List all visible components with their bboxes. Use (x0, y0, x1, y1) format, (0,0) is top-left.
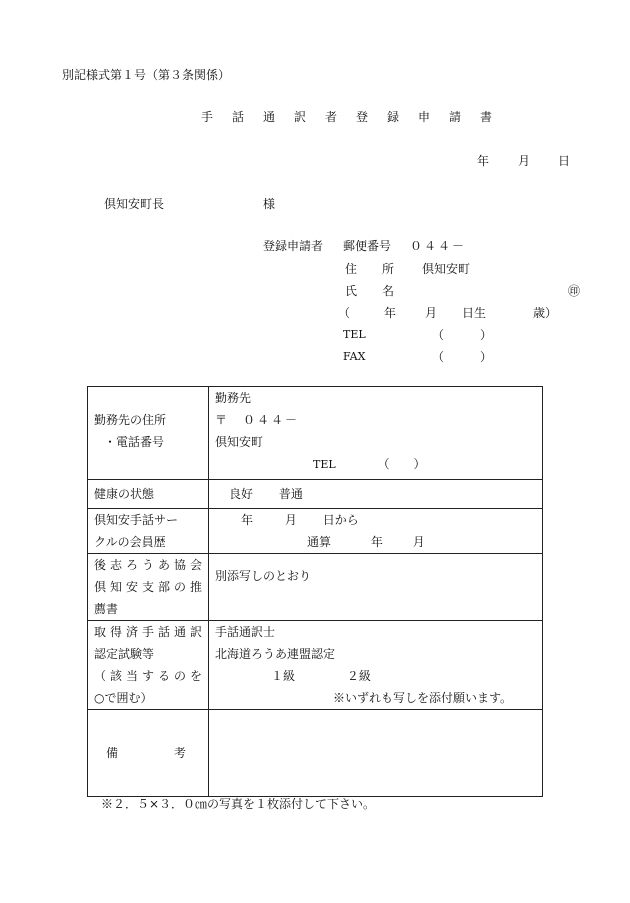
workplace-tel-line (215, 453, 542, 475)
workplace-label-line2: ・電話番号 (104, 435, 165, 449)
circle-since-line (215, 509, 542, 531)
workplace-label-line1: 勤務先の住所 (94, 413, 167, 427)
tel-label: TEL (343, 328, 366, 341)
workplace-town: 倶知安町 (215, 435, 264, 449)
table-row-recommendation (88, 554, 543, 621)
health-options (215, 480, 542, 508)
workplace-tel-label: TEL (313, 458, 336, 471)
applicant-role-label: 登録申請者 (263, 239, 324, 253)
name-label-b: 名 (382, 284, 395, 298)
circle-from-label: 日から (322, 513, 359, 527)
certification-label-cell (88, 621, 209, 710)
form-number: 別記様式第１号（第３条関係） (62, 68, 231, 82)
recommendation-label-line2: 倶知安支部の推 (94, 580, 202, 594)
date-day-label: 日 (558, 154, 571, 168)
recommendation-label-cell (88, 554, 209, 621)
circle-value-cell (209, 509, 543, 554)
title-char: 録 (387, 110, 400, 124)
certification-line1: 手話通訳士 (215, 625, 276, 639)
remarks-label-b: 考 (173, 746, 186, 760)
certification-label-line3: （該当するのを (94, 669, 202, 683)
circle-month-label: 月 (284, 513, 297, 527)
certification-grade1: １級 (271, 669, 296, 683)
address-label-b: 所 (382, 262, 395, 276)
health-value-cell (209, 480, 543, 509)
workplace-tel-parens: （ ） (377, 457, 426, 471)
circle-label-line2: クルの会員歴 (94, 535, 166, 549)
registration-table (87, 386, 543, 797)
title-char: 登 (356, 110, 369, 124)
tel-parens: （ ） (432, 328, 493, 342)
workplace-line1: 勤務先 (215, 391, 252, 405)
title-char: 書 (480, 110, 493, 124)
title-char: 訳 (294, 110, 307, 124)
recommendation-label-line1: 後志ろうあ協会 (94, 558, 202, 572)
form-title (201, 110, 511, 124)
certification-value-cell (209, 621, 543, 710)
health-normal: 普通 (278, 487, 303, 501)
circle-total-label: 通算 (307, 535, 332, 549)
table-row-circle (88, 509, 543, 554)
table-row-health (88, 480, 543, 509)
certification-note: ※いずれも写しを添付願います。 (333, 691, 513, 705)
title-char: 者 (325, 110, 338, 124)
remarks-label-a: 備 (106, 746, 119, 760)
title-char: 話 (232, 110, 245, 124)
honorific: 様 (263, 197, 276, 211)
birth-day-label: 日生 (462, 306, 487, 320)
certification-grade2: ２級 (346, 669, 371, 683)
workplace-postal: 〒 ０４４－ (215, 413, 300, 427)
certification-line2: 北海道ろうあ連盟認定 (215, 647, 336, 661)
title-char: 申 (418, 110, 431, 124)
title-char: 通 (263, 110, 276, 124)
circle-total-line (215, 531, 542, 553)
age-label: 歳） (533, 306, 558, 320)
workplace-value-cell (209, 387, 543, 480)
remarks-label (94, 742, 208, 764)
address-label-a: 住 (345, 262, 358, 276)
seal-mark: ㊞ (568, 284, 581, 298)
table-row-workplace (88, 387, 543, 480)
circle-label-line1: 倶知安手話サー (94, 513, 179, 527)
fax-parens: （ ） (432, 350, 493, 364)
circle-year-label: 年 (241, 513, 254, 527)
certification-label-line4: ○で囲む） (94, 691, 153, 705)
date-month-label: 月 (518, 154, 531, 168)
workplace-label-cell (88, 387, 209, 480)
birth-open-paren: （ (338, 306, 351, 320)
circle-total-month: 月 (412, 535, 425, 549)
certification-label-line2: 認定試験等 (94, 647, 155, 661)
postal-value: ０４４－ (410, 239, 467, 253)
certification-grades (215, 665, 542, 687)
recommendation-value-cell (209, 554, 543, 621)
fax-label: FAX (343, 350, 366, 363)
health-label: 健康の状態 (94, 487, 155, 501)
photo-footnote: ※２．５×３．０㎝の写真を１枚添付して下さい。 (101, 797, 376, 811)
recommendation-value: 別添写しのとおり (215, 569, 312, 583)
address-value: 倶知安町 (422, 262, 471, 276)
title-char: 請 (449, 110, 462, 124)
table-row-certification (88, 621, 543, 710)
birth-year-label: 年 (384, 306, 397, 320)
date-year-label: 年 (477, 154, 490, 168)
remarks-label-cell (88, 710, 209, 797)
health-label-cell (88, 480, 209, 509)
title-char: 手 (201, 110, 214, 124)
remarks-value-cell (209, 710, 543, 797)
name-label-a: 氏 (345, 284, 358, 298)
table-row-remarks (88, 710, 543, 797)
addressee: 倶知安町長 (104, 197, 165, 211)
postal-label: 郵便番号 (343, 239, 392, 253)
health-good: 良好 (229, 487, 254, 501)
circle-total-year: 年 (370, 535, 383, 549)
circle-label-cell (88, 509, 209, 554)
birth-month-label: 月 (425, 306, 438, 320)
recommendation-label-line3: 薦書 (94, 602, 119, 616)
certification-label-line1: 取得済手話通訳 (94, 625, 202, 639)
